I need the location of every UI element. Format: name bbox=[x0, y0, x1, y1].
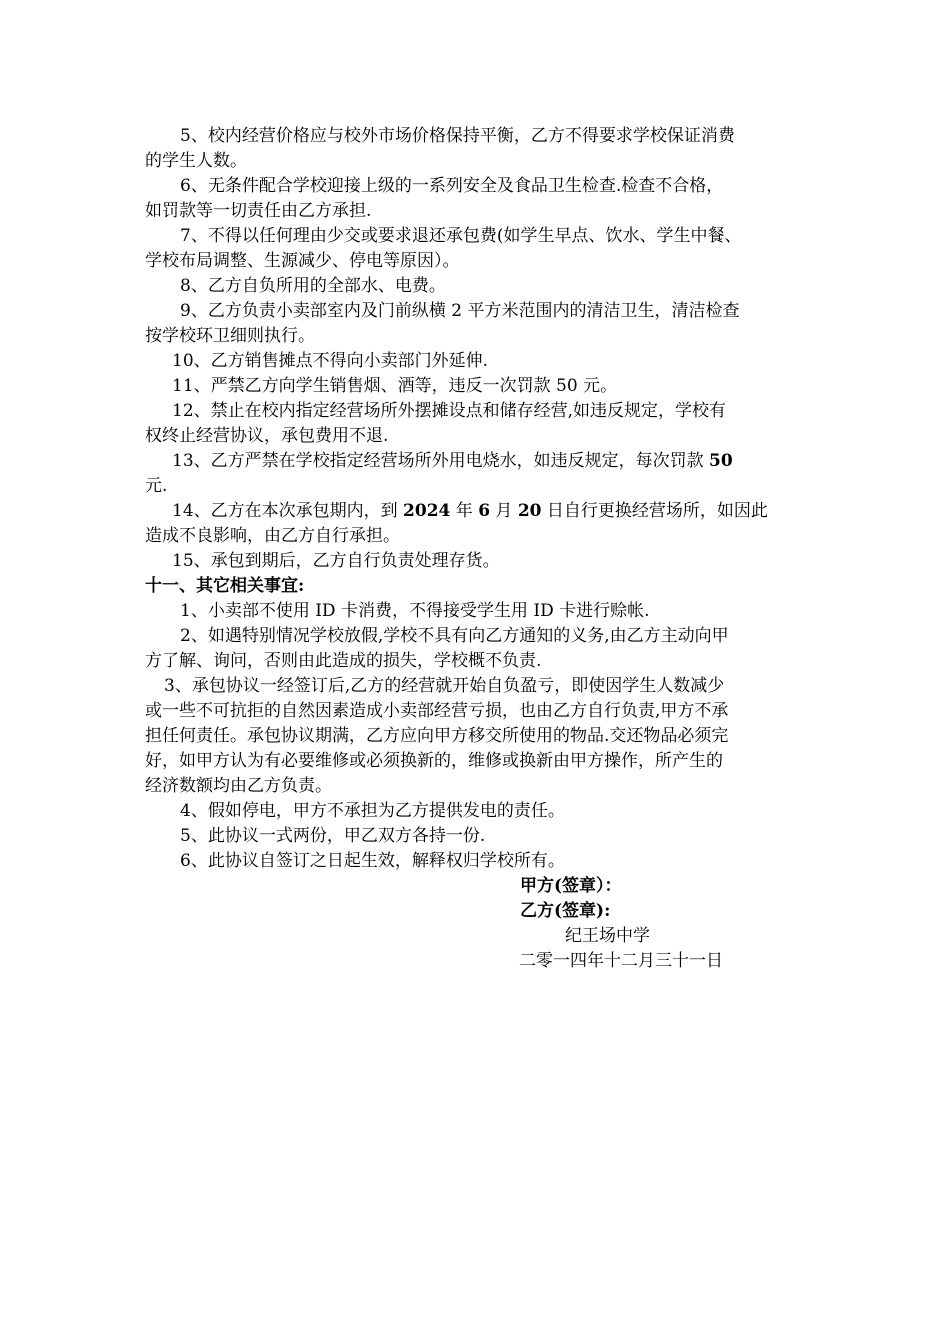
clause-7-line-1: 7、不得以任何理由少交或要求退还承包费(如学生早点、饮水、学生中餐、 bbox=[180, 226, 742, 246]
clause-14-month: 6 bbox=[478, 501, 491, 521]
item-3-line-3: 担任何责任。承包协议期满，乙方应向甲方移交所使用的物品.交还物品必须完 bbox=[145, 726, 729, 746]
clause-13-line-2: 元. bbox=[145, 476, 168, 496]
clause-15-line: 15、承包到期后，乙方自行负责处理存货。 bbox=[172, 551, 500, 571]
party-a-signature: 甲方(签章）： bbox=[520, 876, 622, 896]
item-2-line-2: 方了解、询问，否则由此造成的损失，学校概不负责. bbox=[145, 651, 542, 671]
clause-9-line-1: 9、乙方负责小卖部室内及门前纵横 2 平方米范围内的清洁卫生，清洁检查 bbox=[180, 301, 740, 321]
clause-9-line-2: 按学校环卫细则执行。 bbox=[145, 326, 315, 346]
clause-10-line: 10、乙方销售摊点不得向小卖部门外延伸. bbox=[172, 351, 489, 371]
clause-11-line: 11、严禁乙方向学生销售烟、酒等，违反一次罚款 50 元。 bbox=[172, 376, 618, 396]
clause-5-line-1: 5、校内经营价格应与校外市场价格保持平衡，乙方不得要求学校保证消费 bbox=[180, 126, 735, 146]
clause-14-year: 2024 bbox=[403, 501, 451, 521]
school-name: 纪王场中学 bbox=[565, 926, 650, 946]
item-3-line-2: 或一些不可抗拒的自然因素造成小卖部经营亏损，也由乙方自行负责,甲方不承 bbox=[145, 701, 729, 721]
signing-date: 二零一四年十二月三十一日 bbox=[519, 951, 723, 971]
item-4-line: 4、假如停电，甲方不承担为乙方提供发电的责任。 bbox=[180, 801, 565, 821]
clause-13-line-1 bbox=[172, 449, 733, 474]
clause-12-line-2: 权终止经营协议，承包费用不退. bbox=[145, 426, 389, 446]
item-5-line: 5、此协议一式两份，甲乙双方各持一份. bbox=[180, 826, 486, 846]
clause-7-line-2: 学校布局调整、生源减少、停电等原因）。 bbox=[145, 251, 460, 271]
clause-14-line-2: 造成不良影响，由乙方自行承担。 bbox=[145, 526, 400, 546]
item-3-line-4: 好，如甲方认为有必要维修或必须换新的，维修或换新由甲方操作，所产生的 bbox=[145, 751, 723, 771]
clause-14-text-a: 14、乙方在本次承包期内，到 bbox=[172, 501, 404, 521]
item-2-line-1: 2、如遇特别情况学校放假,学校不具有向乙方通知的义务,由乙方主动向甲 bbox=[180, 626, 729, 646]
clause-13-fine: 50 bbox=[709, 451, 733, 471]
clause-14-text-d: 日自行更换经营场所，如因此 bbox=[541, 501, 768, 521]
clause-5-line-2: 的学生人数。 bbox=[145, 151, 247, 171]
item-3-line-5: 经济数额均由乙方负责。 bbox=[145, 776, 332, 796]
clause-14-text-c: 月 bbox=[490, 501, 518, 521]
clause-6-line-1: 6、无条件配合学校迎接上级的一系列安全及食品卫生检查.检查不合格， bbox=[180, 176, 724, 196]
clause-8-line: 8、乙方自负所用的全部水、电费。 bbox=[180, 276, 446, 296]
clause-14-line-1 bbox=[172, 499, 768, 524]
clause-14-text-b: 年 bbox=[450, 501, 479, 521]
item-6-line: 6、此协议自签订之日起生效，解释权归学校所有。 bbox=[180, 851, 565, 871]
section-heading: 十一、其它相关事宜: bbox=[145, 576, 305, 596]
clause-6-line-2: 如罚款等一切责任由乙方承担. bbox=[145, 201, 372, 221]
party-b-signature: 乙方(签章): bbox=[520, 901, 611, 921]
clause-14-day: 20 bbox=[517, 501, 542, 521]
clause-12-line-1: 12、禁止在校内指定经营场所外摆摊设点和储存经营,如违反规定，学校有 bbox=[172, 401, 727, 421]
clause-13-text: 13、乙方严禁在学校指定经营场所外用电烧水，如违反规定，每次罚款 bbox=[172, 451, 710, 471]
item-1-line: 1、小卖部不使用 ID 卡消费，不得接受学生用 ID 卡进行赊帐. bbox=[180, 601, 650, 621]
item-3-line-1: 3、承包协议一经签订后,乙方的经营就开始自负盈亏，即使因学生人数减少 bbox=[164, 676, 725, 696]
